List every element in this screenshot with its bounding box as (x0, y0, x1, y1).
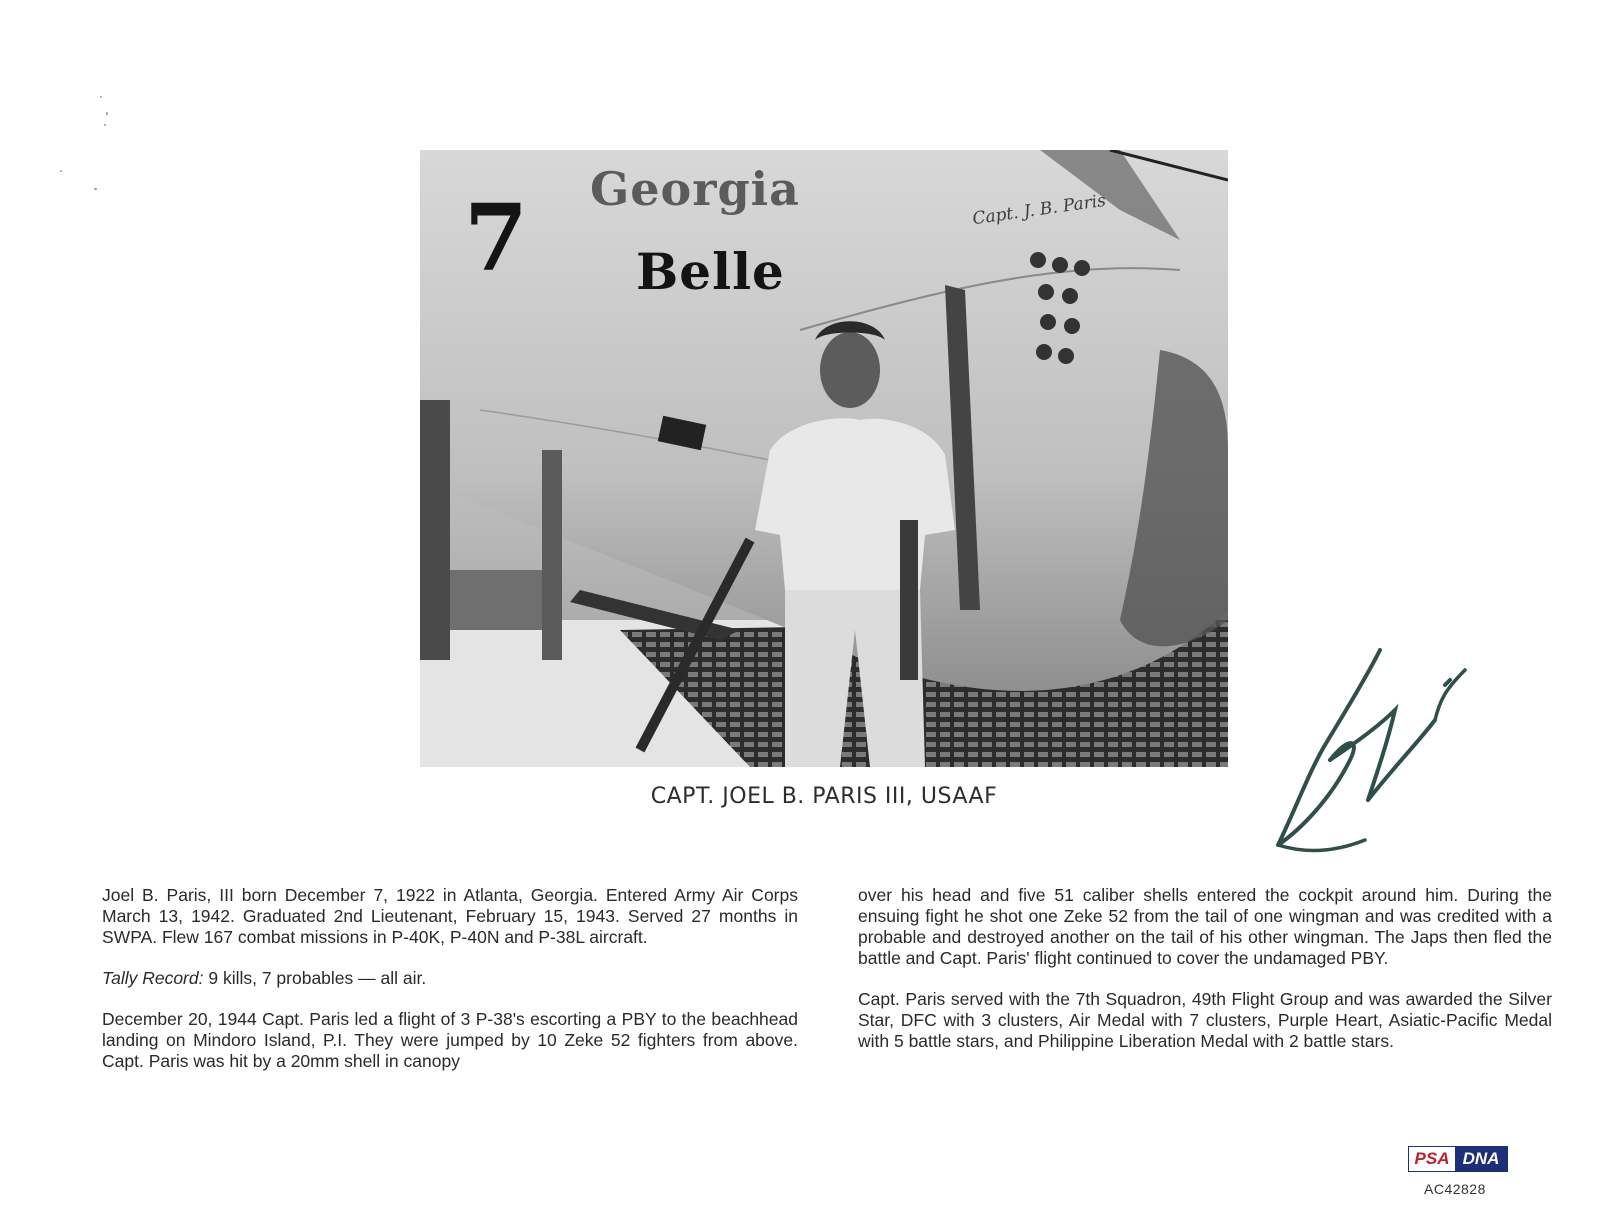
bio-paragraph-5: Capt. Paris served with the 7th Squadron, 49th Flight Group and was awarded the Silver Star, DFC with 3 clusters, Air Medal with 7 clusters, Purple Heart, Asiatic-Pacific Medal with 5 battle stars, and Philippine Liberation Medal with 2 battle stars. (858, 989, 1552, 1051)
certificate-code: AC42828 (1424, 1181, 1486, 1197)
bio-paragraph-4: over his head and five 51 caliber shells entered the cockpit around him. During the ensuing fight he shot one Zeke 52 from the tail of one wingman and was credited with a probable and destroyed another on the tail of his other wingman. The Japs then fled the battle and Capt. Paris' flight continued to cover the undamaged PBY. (858, 885, 1552, 968)
aircraft-photo (420, 150, 1228, 767)
speck (60, 170, 62, 172)
dna-logo-text: DNA (1455, 1147, 1507, 1171)
photo-caption: CAPT. JOEL B. PARIS III, USAAF (650, 784, 998, 809)
nose-number: 7 (464, 184, 529, 292)
tally-label: Tally Record: (102, 968, 204, 988)
biography-left-column (102, 885, 798, 1092)
psa-dna-sticker (1408, 1146, 1508, 1172)
nose-title-belle: Belle (636, 242, 785, 301)
bio-paragraph-3: December 20, 1944 Capt. Paris led a flight of 3 P-38's escorting a PBY to the beachhead landing on Mindoro Island, P.I. They were jumped by 10 Zeke 52 fighters from above. Capt. Paris was hit by a 20mm shell in canopy (102, 1009, 798, 1071)
speck (100, 96, 102, 98)
photo-illustration (420, 150, 1228, 767)
tally-record (102, 968, 798, 989)
biography-right-column (858, 885, 1552, 1072)
speck (104, 124, 106, 126)
bio-paragraph-1: Joel B. Paris, III born December 7, 1922 in Atlanta, Georgia. Entered Army Air Corps March 13, 1942. Graduated 2nd Lieutenant, February 15, 1943. Served 27 months in SWPA. Flew 167 combat missions in P-40K, P-40N and P-38L aircraft. (102, 885, 798, 947)
painted-pilot-name: Capt. J. B. Paris (971, 190, 1108, 230)
speck (106, 112, 108, 115)
speck (94, 188, 97, 190)
psa-logo-text: PSA (1409, 1147, 1455, 1171)
tally-value: 9 kills, 7 probables — all air. (203, 968, 427, 988)
autograph-signature (1270, 640, 1480, 880)
nose-title-georgia: Georgia (590, 162, 800, 216)
